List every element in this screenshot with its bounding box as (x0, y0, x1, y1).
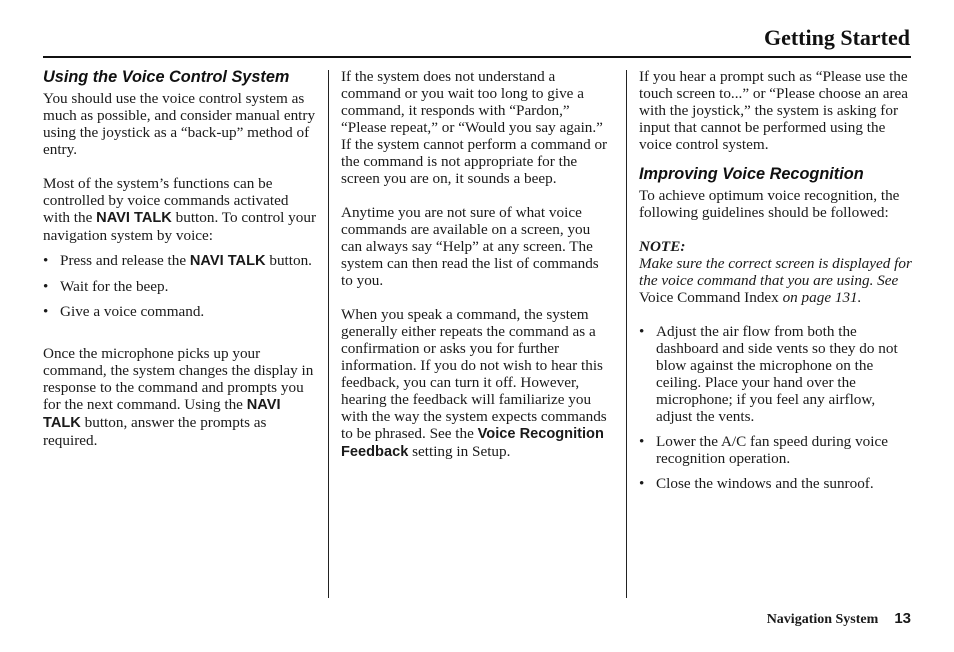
note-text: Make sure the correct screen is displayed for the voice command that you are using. See Voice Command Index on page 131. (639, 255, 912, 306)
page-number: 13 (894, 610, 911, 627)
paragraph: If you hear a prompt such as “Please use the touch screen to...” or “Please choose an area with the joystick,” the system is asking for input that cannot be performed using the voice control system. (639, 68, 909, 153)
paragraph: When you speak a command, the system generally either repeats the command as a confirmation or asks you for further information. If you do not wish to hear this feedback, you can turn it off. However, hearing the feedback will familiarize you with the way the system expects commands to be phrased. See the Voice Recognition Feedback setting in Setup. (341, 306, 607, 460)
paragraph: If the system does not understand a command or you wait too long to give a command, it responds with “Pardon,” “Please repeat,” or “Would you say again.” If the system cannot perform a command or the command is not appropriate for the screen you are on, it sounds a beep. (341, 68, 608, 187)
paragraph: You should use the voice control system as much as possible, and consider manual entry using the joystick as a “back-up” method of entry. (43, 90, 316, 158)
title-rule (43, 56, 911, 58)
note-label: NOTE: (639, 238, 686, 255)
navi-talk-label: NAVI TALK (43, 397, 281, 431)
voice-command-index-ref: Voice Command Index (639, 289, 779, 306)
column-1 (43, 68, 319, 449)
list-item: • Give a voice command. (43, 303, 319, 320)
navi-talk-label: NAVI TALK (189, 253, 266, 269)
list-item: • Wait for the beep. (43, 278, 319, 295)
section-heading-voice-control: Using the Voice Control System (43, 68, 290, 86)
page-title: Getting Started (763, 25, 910, 50)
list-item: • Press and release the NAVI TALK button. (43, 252, 319, 270)
page-footer (767, 610, 911, 628)
column-2 (341, 68, 613, 461)
paragraph: Anytime you are not sure of what voice commands are available on a screen, you can always say “Help” at any screen. The system can then read the list of commands to you. (341, 204, 599, 289)
voice-recognition-feedback-label: Voice Recognition Feedback (341, 426, 604, 460)
paragraph: To achieve optimum voice recognition, the following guidelines should be followed: (639, 187, 900, 221)
column-divider-left (328, 70, 329, 598)
bullet-list (639, 323, 913, 492)
footer-label: Navigation System (766, 612, 879, 627)
paragraph: Most of the system’s functions can be controlled by voice commands activated with the NAVI TALK button. To control your navigation system by voice: (43, 175, 317, 244)
column-divider-right (626, 70, 627, 598)
list-item: • Lower the A/C fan speed during voice recognition operation. (639, 433, 913, 467)
list-item: • Close the windows and the sunroof. (639, 475, 913, 492)
paragraph: Once the microphone picks up your command, the system changes the display in response to the command and prompts you for the next command. Using the NAVI TALK button, answer the prompts as required. (43, 345, 314, 449)
navi-talk-label: NAVI TALK (96, 210, 172, 226)
column-3 (639, 68, 913, 500)
section-heading-improving-recognition: Improving Voice Recognition (639, 165, 864, 183)
bullet-list (43, 252, 319, 320)
list-item: • Adjust the air flow from both the dashboard and side vents so they do not blow against the microphone on the ceiling. Place your hand over the microphone; if you feel any airflow, adjust the vents. (639, 323, 913, 425)
